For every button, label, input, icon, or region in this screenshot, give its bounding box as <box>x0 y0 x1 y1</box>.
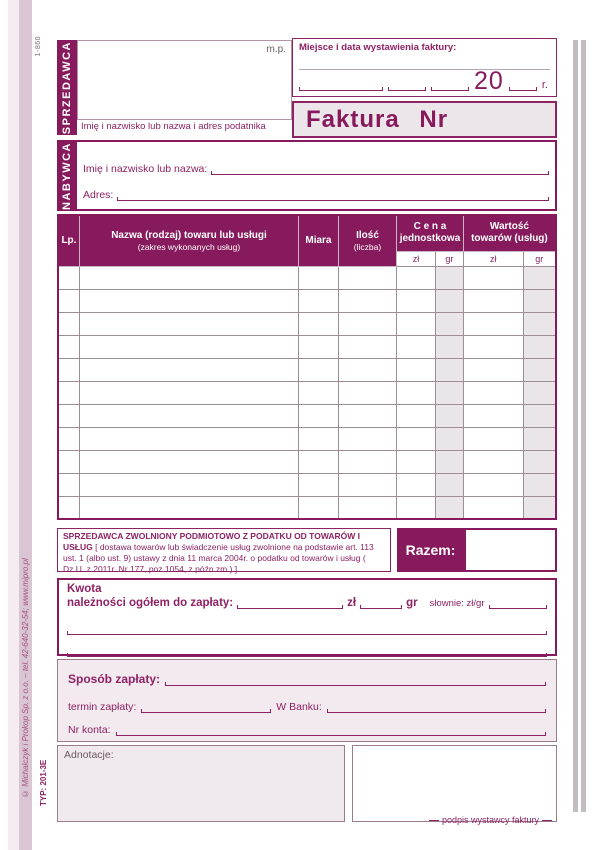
date-row <box>299 67 552 95</box>
cell-name[interactable] <box>79 427 298 450</box>
cell-price-zl[interactable] <box>397 335 436 358</box>
cell-value-gr[interactable] <box>523 404 556 427</box>
binding-stripe-light <box>8 0 19 850</box>
invoice-title-box <box>292 101 557 138</box>
cell-value-zl[interactable] <box>463 358 523 381</box>
payment-term-field[interactable] <box>141 702 271 713</box>
buyer-section <box>57 140 557 211</box>
year-field[interactable] <box>509 80 537 91</box>
total-band <box>57 528 557 575</box>
cell-measure[interactable] <box>299 496 339 519</box>
cell-measure[interactable] <box>299 381 339 404</box>
cell-value-gr[interactable] <box>523 496 556 519</box>
cell-value-gr[interactable] <box>523 335 556 358</box>
cell-qty[interactable] <box>338 427 396 450</box>
place-date-label: Miejsce i data wystawienia faktury: <box>299 42 457 53</box>
form-type-code: TYP: 201-3E <box>39 759 48 806</box>
edge-code: 1-860 <box>35 36 42 57</box>
buyer-fields <box>83 142 549 209</box>
cell-name[interactable] <box>79 358 298 381</box>
subheader-zl: zł <box>397 251 436 266</box>
gr-label: gr <box>406 597 418 609</box>
cell-measure[interactable] <box>299 335 339 358</box>
cell-value-gr[interactable] <box>523 381 556 404</box>
cell-price-gr[interactable] <box>435 289 463 312</box>
amount-label-line2: należności ogółem do zapłaty: <box>67 597 234 609</box>
amount-zl-field[interactable] <box>237 598 343 609</box>
pad-edge-bar <box>573 40 578 812</box>
table-row <box>58 312 556 335</box>
cell-lp[interactable] <box>58 496 79 519</box>
cell-name[interactable] <box>79 381 298 404</box>
cell-lp[interactable] <box>58 266 79 289</box>
cell-qty[interactable] <box>338 496 396 519</box>
cell-measure[interactable] <box>299 427 339 450</box>
cell-measure[interactable] <box>299 312 339 335</box>
table-row <box>58 404 556 427</box>
account-label: Nr konta: <box>68 724 111 736</box>
cell-price-gr[interactable] <box>435 427 463 450</box>
subheader-gr: gr <box>435 251 463 266</box>
in-words-field[interactable] <box>489 598 547 609</box>
payment-section <box>57 659 557 742</box>
cell-value-zl[interactable] <box>463 266 523 289</box>
amount-label-line1: Kwota <box>67 583 102 595</box>
col-header-unit-price: C e n a jednostkowa <box>397 215 464 251</box>
cell-price-gr[interactable] <box>435 450 463 473</box>
buyer-tab <box>57 140 77 211</box>
cell-lp[interactable] <box>58 450 79 473</box>
items-table <box>57 214 557 520</box>
cell-name[interactable] <box>79 312 298 335</box>
invoice-title: Faktura Nr <box>306 105 449 133</box>
buyer-address-label: Adres: <box>83 189 114 201</box>
cell-value-gr[interactable] <box>523 312 556 335</box>
in-words-label: słownie: zł/gr <box>429 598 485 609</box>
cell-price-gr[interactable] <box>435 312 463 335</box>
cell-measure[interactable] <box>299 358 339 381</box>
cell-name[interactable] <box>79 289 298 312</box>
cell-price-gr[interactable] <box>435 358 463 381</box>
cell-price-gr[interactable] <box>435 335 463 358</box>
cell-price-gr[interactable] <box>435 473 463 496</box>
col-header-value: Wartość towarów (usług) <box>463 215 556 251</box>
cell-price-zl[interactable] <box>397 427 436 450</box>
buyer-name-label: Imię i nazwisko lub nazwa: <box>83 163 208 175</box>
cell-value-zl[interactable] <box>463 335 523 358</box>
cell-lp[interactable] <box>58 381 79 404</box>
cell-lp[interactable] <box>58 427 79 450</box>
seller-tab-label: SPRZEDAWCA <box>61 40 73 135</box>
table-row <box>58 473 556 496</box>
cell-measure[interactable] <box>299 473 339 496</box>
publisher-imprint: © Michalczyk i Prokop Sp. z o.o. – tel. 42-640-32-54; www.mipro.pl <box>21 558 30 798</box>
cell-value-zl[interactable] <box>463 381 523 404</box>
cell-measure[interactable] <box>299 266 339 289</box>
bottom-row <box>57 745 557 825</box>
cell-name[interactable] <box>79 266 298 289</box>
stamp-abbr: m.p. <box>266 44 286 55</box>
cell-name[interactable] <box>79 404 298 427</box>
cell-price-zl[interactable] <box>397 381 436 404</box>
total-value-field[interactable] <box>464 528 557 572</box>
cell-value-zl[interactable] <box>463 289 523 312</box>
cell-value-zl[interactable] <box>463 312 523 335</box>
table-row <box>58 427 556 450</box>
table-row <box>58 335 556 358</box>
cell-value-zl[interactable] <box>463 450 523 473</box>
place-date-field[interactable] <box>299 69 550 70</box>
cell-value-zl[interactable] <box>463 496 523 519</box>
in-words-field-line2[interactable] <box>67 624 547 635</box>
cell-price-gr[interactable] <box>435 496 463 519</box>
account-field[interactable] <box>116 725 546 736</box>
cell-qty[interactable] <box>338 266 396 289</box>
table-row <box>58 450 556 473</box>
cell-price-zl[interactable] <box>397 450 436 473</box>
amount-row <box>67 597 547 609</box>
cell-lp[interactable] <box>58 358 79 381</box>
cell-qty[interactable] <box>338 450 396 473</box>
cell-value-gr[interactable] <box>523 266 556 289</box>
signature-caption: podpis wystawcy faktury <box>441 815 539 825</box>
cell-value-gr[interactable] <box>523 450 556 473</box>
date-field[interactable] <box>299 80 383 91</box>
table-row <box>58 266 556 289</box>
cell-name[interactable] <box>79 335 298 358</box>
year-prefix: 20 <box>474 67 504 95</box>
cell-qty[interactable] <box>338 358 396 381</box>
seller-section <box>57 40 290 135</box>
subheader-gr: gr <box>523 251 556 266</box>
cell-measure[interactable] <box>299 450 339 473</box>
buyer-address-field[interactable] <box>117 190 549 201</box>
cell-price-gr[interactable] <box>435 381 463 404</box>
cell-value-zl[interactable] <box>463 404 523 427</box>
year-suffix: r. <box>541 79 548 91</box>
cell-price-zl[interactable] <box>397 473 436 496</box>
amount-gr-field[interactable] <box>360 598 402 609</box>
cell-price-zl[interactable] <box>397 358 436 381</box>
table-row <box>58 496 556 519</box>
dash-line <box>542 819 552 821</box>
dash-line <box>429 819 439 821</box>
cell-qty[interactable] <box>338 335 396 358</box>
total-label-box <box>397 528 464 572</box>
payment-method-field[interactable] <box>165 675 546 686</box>
cell-name[interactable] <box>79 473 298 496</box>
cell-measure[interactable] <box>299 404 339 427</box>
cell-lp[interactable] <box>58 404 79 427</box>
cell-price-zl[interactable] <box>397 496 436 519</box>
cell-price-zl[interactable] <box>397 266 436 289</box>
bank-label: W Banku: <box>276 701 322 713</box>
cell-qty[interactable] <box>338 473 396 496</box>
header-right-column <box>292 38 557 138</box>
pad-edge-bar <box>581 40 586 812</box>
date-field[interactable] <box>388 80 426 91</box>
cell-qty[interactable] <box>338 289 396 312</box>
in-words-field-line3[interactable] <box>67 646 547 657</box>
cell-name[interactable] <box>79 450 298 473</box>
seller-stamp-area[interactable] <box>77 40 292 120</box>
table-row <box>58 358 556 381</box>
payment-term-label: termin zapłaty: <box>68 701 137 713</box>
cell-value-gr[interactable] <box>523 289 556 312</box>
cell-value-gr[interactable] <box>523 358 556 381</box>
cell-value-zl[interactable] <box>463 427 523 450</box>
cell-price-zl[interactable] <box>397 312 436 335</box>
table-row <box>58 381 556 404</box>
total-label: Razem: <box>405 542 456 558</box>
notes-area[interactable] <box>57 745 345 822</box>
col-header-measure: Miara <box>299 215 339 266</box>
date-field[interactable] <box>431 80 469 91</box>
cell-price-zl[interactable] <box>397 289 436 312</box>
cell-value-gr[interactable] <box>523 473 556 496</box>
signature-area[interactable] <box>352 745 557 825</box>
cell-lp[interactable] <box>58 289 79 312</box>
notes-label: Adnotacje: <box>64 749 114 761</box>
cell-value-gr[interactable] <box>523 427 556 450</box>
col-header-qty: Ilość (liczba) <box>338 215 396 266</box>
bank-field[interactable] <box>327 702 546 713</box>
col-header-lp: Lp. <box>58 215 79 266</box>
cell-name[interactable] <box>79 496 298 519</box>
cell-price-gr[interactable] <box>435 266 463 289</box>
amount-due-section <box>57 578 557 656</box>
cell-measure[interactable] <box>299 289 339 312</box>
place-date-box <box>292 38 557 97</box>
cell-lp[interactable] <box>58 335 79 358</box>
seller-caption: Imię i nazwisko lub nazwa i adres podatnika <box>81 121 266 132</box>
payment-method-label: Sposób zapłaty: <box>68 672 161 686</box>
vat-exemption-note: SPRZEDAWCA ZWOLNIONY PODMIOTOWO Z PODATKU OD TOWARÓW I USŁUG [ dostawa towarów lub świadczenie usług zwolnione na podstawie art. 113 ust. 1 (albo ust. 9) ustawy z dnia 11 marca 2004r. o podatku od towarów i usług ( Dz.U. z 2011r. Nr 177, poz.1054, z późn.zm.) ] <box>57 528 391 572</box>
seller-tab <box>57 40 77 135</box>
cell-value-zl[interactable] <box>463 473 523 496</box>
signature-caption-row <box>429 815 552 825</box>
cell-qty[interactable] <box>338 312 396 335</box>
buyer-name-field[interactable] <box>211 164 549 175</box>
table-row <box>58 289 556 312</box>
cell-lp[interactable] <box>58 312 79 335</box>
cell-qty[interactable] <box>338 381 396 404</box>
cell-qty[interactable] <box>338 404 396 427</box>
cell-price-zl[interactable] <box>397 404 436 427</box>
zl-label: zł <box>347 597 357 609</box>
buyer-tab-label: NABYWCA <box>61 141 73 210</box>
cell-lp[interactable] <box>58 473 79 496</box>
cell-price-gr[interactable] <box>435 404 463 427</box>
col-header-name: Nazwa (rodzaj) towaru lub usługi (zakres wykonanych usług) <box>79 215 298 266</box>
subheader-zl: zł <box>463 251 523 266</box>
